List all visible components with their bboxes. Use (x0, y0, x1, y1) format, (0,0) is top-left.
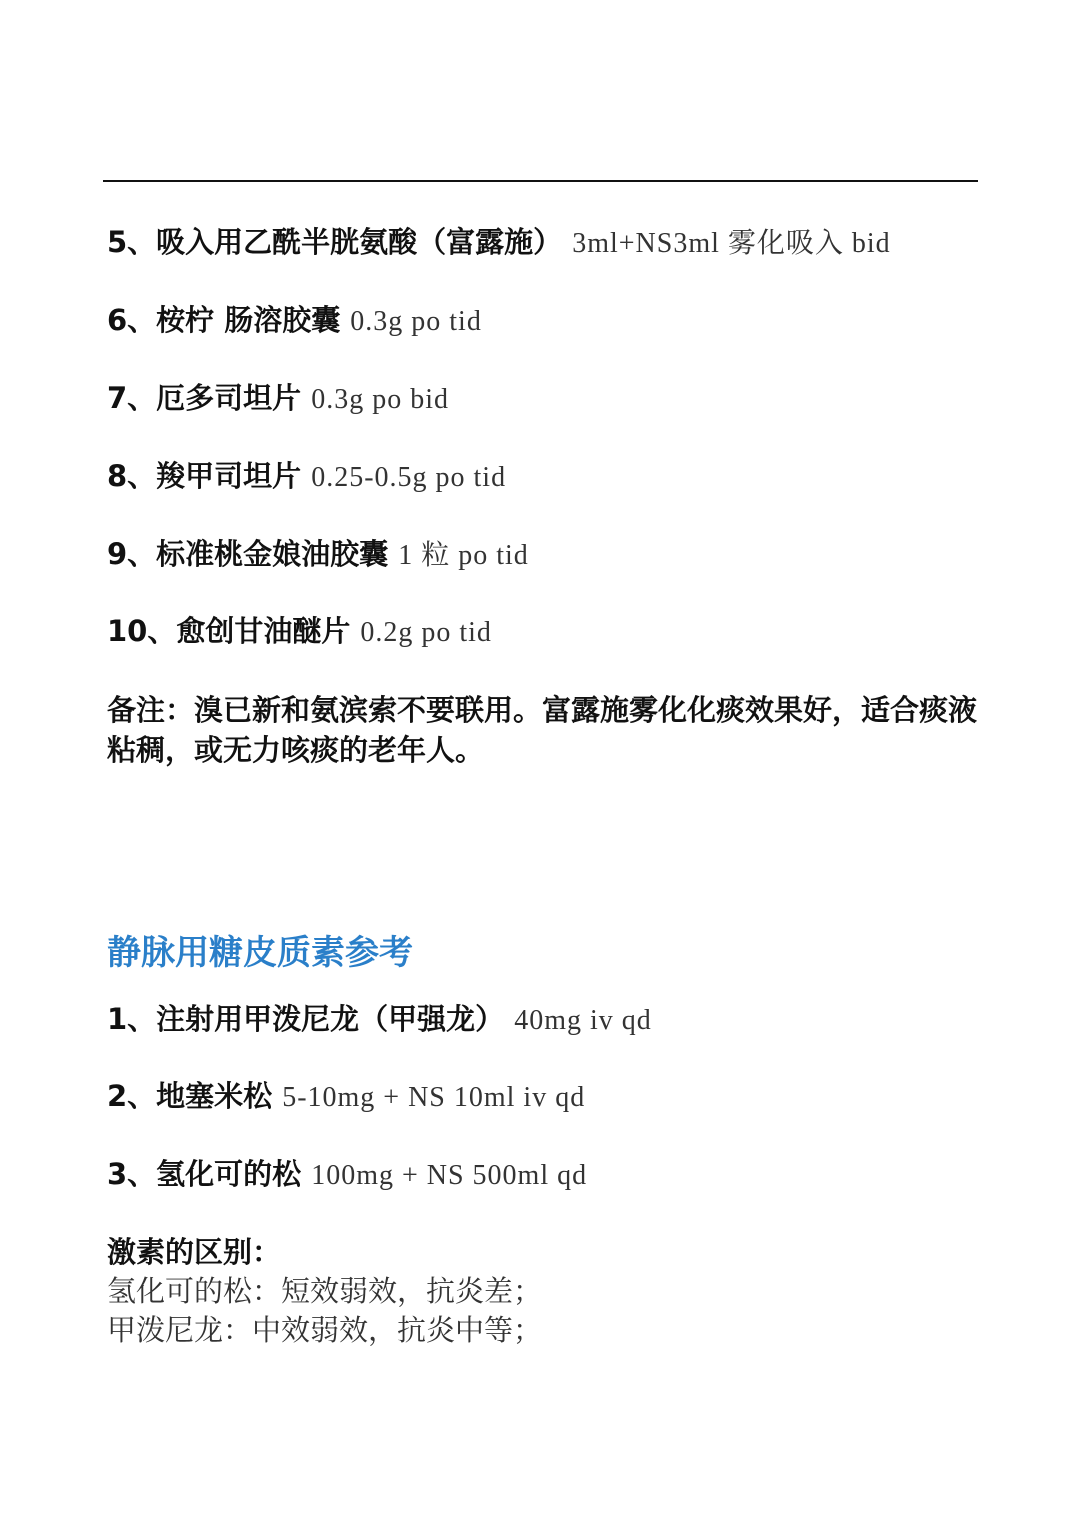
drug-name: 7、厄多司坦片 (107, 381, 302, 415)
drug-name: 8、羧甲司坦片 (107, 459, 302, 493)
difference-line: 氢化可的松：短效弱效，抗炎差； (107, 1274, 543, 1308)
iv-item (107, 1078, 585, 1116)
drug-dose: 0.25-0.5g po tid (311, 462, 507, 493)
iv-item (107, 1001, 652, 1039)
drug-name: 1、注射用甲泼尼龙（甲强龙） (107, 1002, 505, 1036)
drug-dose: 0.3g po bid (311, 384, 449, 415)
section-title: 静脉用糖皮质素参考 (107, 933, 413, 973)
drug-name: 2、地塞米松 (107, 1079, 273, 1113)
drug-dose: 0.3g po tid (350, 306, 482, 337)
drug-name: 10、愈创甘油醚片 (107, 614, 351, 648)
oral-item (107, 536, 529, 574)
drug-name: 9、标准桃金娘油胶囊 (107, 537, 389, 571)
drug-dose: 3ml+NS3ml 雾化吸入 bid (572, 228, 891, 259)
difference-heading: 激素的区别： (107, 1235, 282, 1269)
top-divider (103, 180, 978, 182)
iv-item (107, 1156, 587, 1194)
oral-item (107, 458, 506, 496)
drug-dose: 40mg iv qd (514, 1005, 652, 1036)
drug-name: 3、氢化可的松 (107, 1157, 302, 1191)
drug-name: 5、吸入用乙酰半胱氨酸（富露施） (107, 225, 563, 259)
drug-name: 6、桉柠 肠溶胶囊 (107, 303, 341, 337)
oral-item (107, 380, 449, 418)
note-paragraph: 备注：溴已新和氨滨索不要联用。富露施雾化化痰效果好，适合痰液粘稠，或无力咳痰的老年人。 (107, 693, 978, 767)
difference-line: 甲泼尼龙：中效弱效，抗炎中等； (107, 1313, 543, 1347)
oral-item (107, 224, 891, 262)
drug-dose: 100mg + NS 500ml qd (311, 1160, 588, 1191)
oral-item (107, 613, 492, 651)
oral-item (107, 302, 482, 340)
drug-dose: 5-10mg + NS 10ml iv qd (282, 1082, 586, 1113)
drug-dose: 1 粒 po tid (398, 540, 529, 571)
drug-dose: 0.2g po tid (360, 617, 492, 648)
